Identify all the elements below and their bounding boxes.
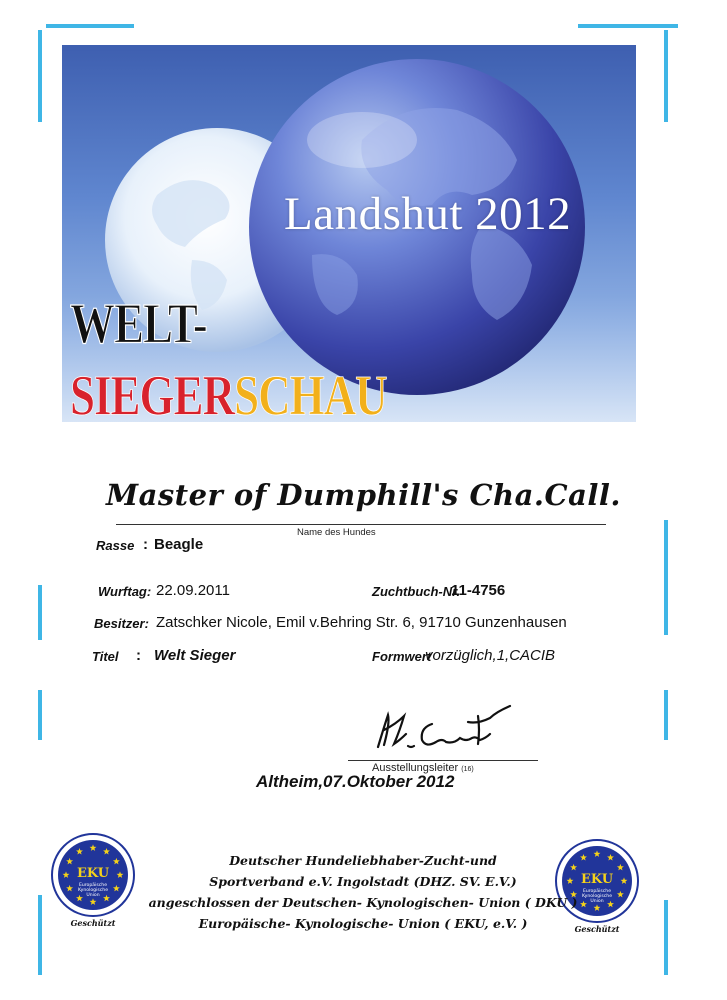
dog-name: Master of Dumphill's Cha.Call. xyxy=(105,478,622,512)
svg-text:Kynologische: Kynologische xyxy=(581,894,613,899)
place-date: Altheim,07.Oktober 2012 xyxy=(256,772,455,791)
seal-caption: Geschützt xyxy=(574,924,620,934)
studbook-value: 11-4756 xyxy=(451,582,506,599)
banner-image xyxy=(62,45,636,422)
svg-text:Union: Union xyxy=(590,899,604,904)
frame-segment xyxy=(578,24,678,28)
frame-segment xyxy=(38,895,42,975)
owner-value: Zatschker Nicole, Emil v.Behring Str. 6, 91710 Gunzenhausen xyxy=(156,614,567,631)
frame-segment xyxy=(664,900,668,975)
eku-seal-left xyxy=(50,832,136,928)
association-line: Europäische- Kynologische- Union ( EKU, e.V. ) xyxy=(198,916,528,931)
show-title-schau: SCHAU xyxy=(234,363,387,422)
title-separator: : xyxy=(136,647,141,664)
frame-segment xyxy=(664,520,668,635)
title-label: Titel xyxy=(92,649,119,664)
association-line: Sportverband e.V. Ingolstadt (DHZ. SV. E.V.) xyxy=(209,874,517,889)
signature-caption-text: Ausstellungsleiter xyxy=(372,762,459,774)
studbook-label: Zuchtbuch-Nr. xyxy=(372,584,461,599)
svg-text:EKU: EKU xyxy=(76,866,110,881)
eku-seal-icon xyxy=(50,832,136,918)
frame-segment xyxy=(38,30,42,122)
birth-date-value: 22.09.2011 xyxy=(156,582,230,599)
signature-line xyxy=(348,760,538,761)
signature-caption-suffix: (16) xyxy=(461,766,474,773)
frame-segment xyxy=(664,690,668,740)
breed-value: Beagle xyxy=(154,536,204,553)
rating-label: Formwert xyxy=(372,649,432,664)
frame-segment xyxy=(664,30,668,122)
show-title-line1: WELT- xyxy=(70,291,207,356)
svg-text:Europäische: Europäische xyxy=(582,889,612,894)
svg-text:Kynologische: Kynologische xyxy=(77,888,109,893)
signature xyxy=(360,702,560,762)
association-line: Deutscher Hundeliebhaber-Zucht-und xyxy=(229,853,497,868)
svg-text:Union: Union xyxy=(86,893,100,898)
breed-separator: : xyxy=(143,536,148,553)
show-title-line2 xyxy=(70,363,387,422)
frame-segment xyxy=(46,24,134,28)
frame-segment xyxy=(38,585,42,640)
owner-label: Besitzer: xyxy=(94,616,149,631)
svg-text:EKU: EKU xyxy=(580,872,614,887)
breed-label: Rasse xyxy=(96,538,135,553)
title-value: Welt Sieger xyxy=(154,647,236,664)
event-title: Landshut 2012 xyxy=(284,188,572,240)
association-block xyxy=(140,850,586,934)
svg-text:Europäische: Europäische xyxy=(78,883,108,888)
name-underline xyxy=(116,524,606,525)
frame-segment xyxy=(38,690,42,740)
seal-caption: Geschützt xyxy=(70,918,116,928)
show-title-sieger: SIEGER xyxy=(70,363,235,422)
association-line: angeschlossen der Deutschen- Kynologischen- Union ( DKU ) xyxy=(148,895,578,910)
dog-name-caption: Name des Hundes xyxy=(297,527,376,538)
birth-date-label: Wurftag: xyxy=(98,584,152,599)
rating-value: vorzüglich,1,CACIB xyxy=(425,647,556,664)
